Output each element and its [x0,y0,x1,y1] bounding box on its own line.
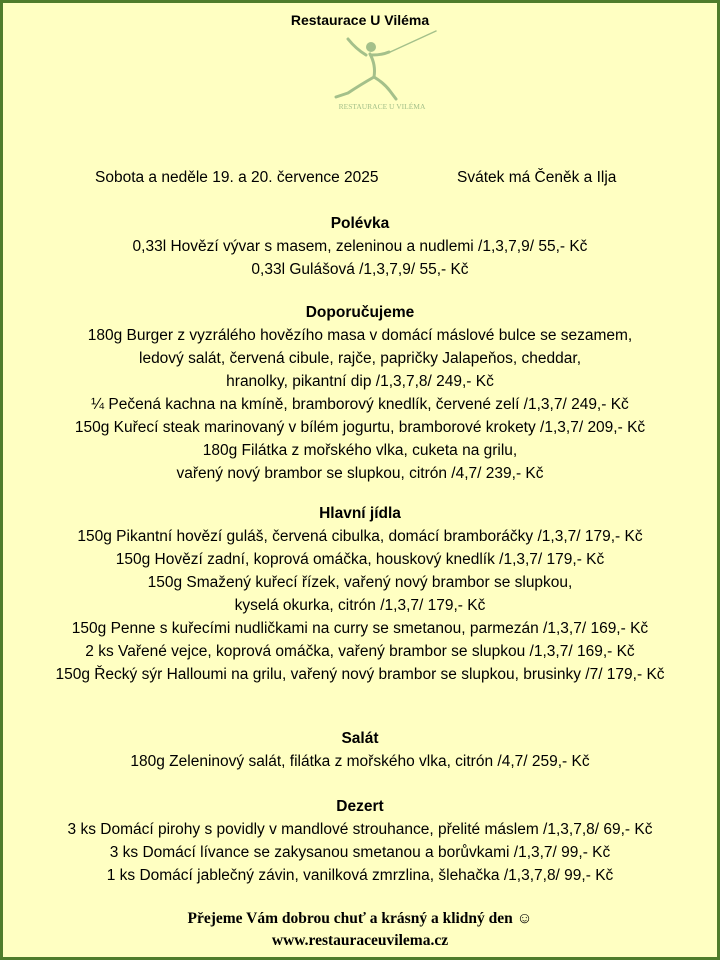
footer-wish: Přejeme Vám dobrou chuť a krásný a klidný den ☺ [187,910,533,927]
menu-item: 150g Smažený kuřecí řízek, vařený nový brambor se slupkou, [147,574,573,591]
menu-item: 180g Burger z vyzrálého hovězího masa v domácí máslové bulce se sezamem, [87,327,633,344]
section-hlavni-jidla [3,502,717,686]
logo-caption: RESTAURACE U VILÉMA [338,102,426,111]
section-heading: Salát [341,730,379,747]
menu-item: 150g Pikantní hovězí guláš, červená cibulka, domácí bramboráčky /1,3,7/ 179,- Kč [77,528,643,545]
menu-item: ¼ Pečená kachna na kmíně, bramborový knedlík, červené zelí /1,3,7/ 249,- Kč [91,396,629,413]
menu-item: kyselá okurka, citrón /1,3,7/ 179,- Kč [234,597,486,614]
menu-item: hranolky, pikantní dip /1,3,7,8/ 249,- Kč [226,373,494,390]
section-heading: Polévka [330,215,390,232]
menu-item: 180g Zeleninový salát, filátka z mořského vlka, citrón /4,7/ 259,- Kč [130,753,590,770]
fencer-logo-icon [326,27,438,133]
section-heading: Doporučujeme [305,304,415,321]
section-heading: Hlavní jídla [319,505,401,522]
menu-item: 0,33l Gulášová /1,3,7,9/ 55,- Kč [251,261,469,278]
menu-item: 150g Penne s kuřecími nudličkami na curry se smetanou, parmezán /1,3,7/ 169,- Kč [71,620,649,637]
footer [3,908,717,952]
restaurant-name: Restaurace U Viléma [290,12,430,28]
section-doporucujeme [3,301,717,485]
menu-item: 180g Filátka z mořského vlka, cuketa na grilu, [202,442,518,459]
menu-date: Sobota a neděle 19. a 20. července 2025 [95,169,379,186]
menu-item: ledový salát, červená cibule, rajče, papričky Jalapeňos, cheddar, [139,350,581,367]
menu-item: 1 ks Domácí jablečný závin, vanilková zmrzlina, šlehačka /1,3,7,8/ 99,- Kč [106,867,614,884]
menu-item: 2 ks Vařené vejce, koprová omáčka, vařený brambor se slupkou /1,3,7/ 169,- Kč [85,643,635,660]
menu-item: 150g Kuřecí steak marinovaný v bílém jogurtu, bramborové krokety /1,3,7/ 209,- Kč [74,419,646,436]
section-dezert [3,795,717,887]
section-salat [3,727,717,773]
section-polevka [3,212,717,281]
menu-item: 150g Hovězí zadní, koprová omáčka, houskový knedlík /1,3,7/ 179,- Kč [115,551,605,568]
section-heading: Dezert [336,798,384,815]
menu-item: 3 ks Domácí lívance se zakysanou smetanou a borůvkami /1,3,7/ 99,- Kč [109,844,611,861]
menu-item: vařený nový brambor se slupkou, citrón /4,7/ 239,- Kč [176,465,544,482]
menu-item: 150g Řecký sýr Halloumi na grilu, vařený nový brambor se slupkou, brusinky /7/ 179,- Kč [55,666,665,683]
footer-website[interactable]: www.restauraceuvilema.cz [271,932,449,949]
menu-item: 3 ks Domácí pirohy s povidly v mandlové strouhance, přelité máslem /1,3,7,8/ 69,- Kč [67,821,653,838]
nameday: Svátek má Čeněk a Ilja [457,169,617,186]
menu-item: 0,33l Hovězí vývar s masem, zeleninou a nudlemi /1,3,7,9/ 55,- Kč [132,238,588,255]
